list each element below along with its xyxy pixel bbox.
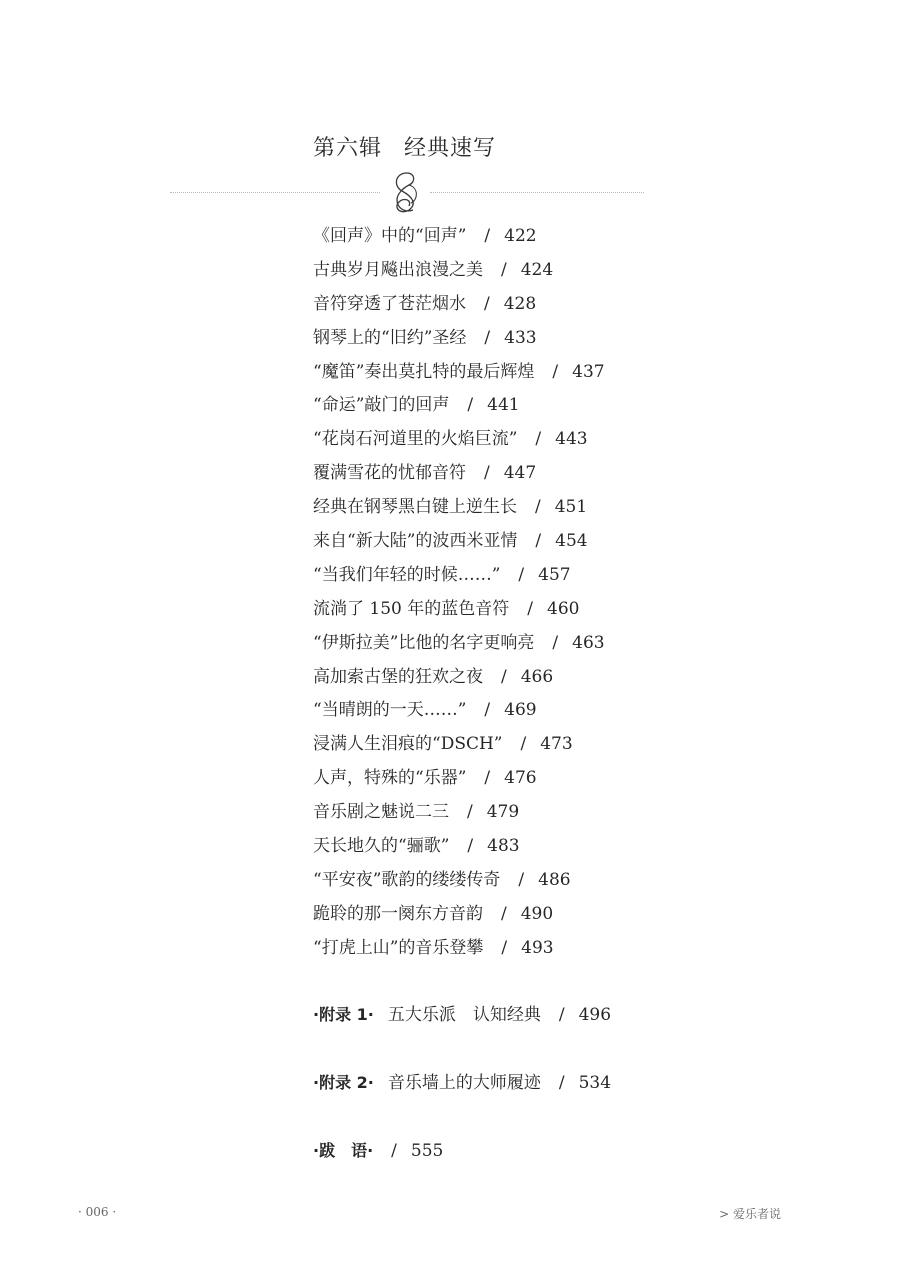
toc-entry-page: 493 (521, 937, 554, 958)
toc-entry (313, 934, 605, 968)
separator: / (518, 564, 525, 585)
toc-entry-title: 人声，特殊的“乐器” (313, 768, 467, 789)
toc-entry (313, 696, 605, 730)
running-footer-title: > 爱乐者说 (719, 1207, 781, 1221)
toc-entry-title: 覆满雪花的忧郁音符 (313, 463, 466, 484)
toc-entry-title: 钢琴上的“旧约”圣经 (313, 327, 467, 348)
toc-entry (313, 290, 605, 324)
section-heading: 第六辑 (313, 136, 383, 161)
appendix-label: ·附录 2· (313, 1073, 374, 1092)
toc-entry-title: “花岗石河道里的火焰巨流” (313, 429, 518, 450)
appendix-page: 496 (578, 1005, 612, 1025)
toc-entry (313, 798, 605, 832)
toc-entry-title: 浸满人生泪痕的“DSCH” (313, 734, 503, 755)
toc-entry-page: 454 (555, 531, 588, 552)
page-number: · 006 · (78, 1205, 117, 1219)
separator: / (484, 768, 491, 789)
toc-entry (313, 459, 605, 493)
toc-entry (313, 222, 605, 256)
separator: / (552, 632, 559, 653)
toc-entry-page: 463 (572, 632, 605, 653)
toc-entry-title: 经典在钢琴黑白键上逆生长 (313, 497, 517, 518)
toc-entry-page: 422 (504, 226, 537, 246)
toc-entry-title: “伊斯拉美”比他的名字更响亮 (313, 632, 535, 653)
toc-entry-page: 424 (520, 259, 554, 280)
toc-entry-title: “平安夜”歌韵的缕缕传奇 (313, 869, 501, 890)
toc-entry-title: “命运”敲门的回声 (313, 395, 450, 416)
toc-entry-page: 490 (520, 903, 554, 924)
toc-entry-title: 天长地久的“骊歌” (313, 836, 450, 857)
toc-entry-page: 476 (504, 768, 537, 789)
left-dotted-divider (170, 192, 380, 193)
toc-entry (313, 561, 605, 595)
separator: / (527, 598, 533, 619)
table-of-contents (313, 222, 605, 968)
separator: / (501, 666, 507, 687)
toc-entry-page: 451 (554, 497, 588, 518)
toc-entry-page: 486 (538, 869, 571, 890)
toc-entry-page: 479 (486, 802, 520, 823)
separator: / (484, 293, 490, 314)
toc-entry (313, 358, 605, 392)
appendix-page: 534 (578, 1073, 612, 1093)
toc-entry (313, 629, 605, 663)
toc-entry (313, 425, 605, 459)
appendix-title: 音乐墙上的大师履迹 (387, 1073, 541, 1093)
toc-entry (313, 324, 605, 358)
separator: / (535, 497, 541, 518)
toc-entry-title: “魔笛”奏出莫扎特的最后辉煌 (313, 361, 535, 382)
toc-entry (313, 866, 605, 900)
toc-entry (313, 595, 605, 629)
toc-entry-page: 473 (540, 734, 573, 755)
toc-entry-title: 高加索古堡的狂欢之夜 (313, 666, 483, 687)
toc-entry (313, 900, 605, 934)
toc-entry (313, 663, 605, 697)
appendix-entry-1 (313, 1002, 611, 1028)
toc-entry (313, 493, 605, 527)
toc-entry-page: 460 (547, 598, 580, 619)
section-name: 经典速写 (404, 136, 497, 161)
separator: / (467, 836, 474, 857)
toc-entry-title: 《回声》中的“回声” (313, 226, 467, 246)
toc-entry-page: 457 (538, 564, 571, 585)
toc-entry-title: 音符穿透了苍茫烟水 (313, 293, 466, 314)
appendix-title: 五大乐派 认知经典 (387, 1005, 541, 1025)
toc-entry-title: “当晴朗的一天……” (313, 700, 467, 721)
toc-entry-title: 音乐剧之魅说二三 (313, 802, 449, 823)
toc-entry-title: “打虎上山”的音乐登攀 (313, 937, 484, 958)
toc-entry-page: 466 (520, 666, 554, 687)
toc-entry-page: 437 (572, 361, 605, 382)
right-dotted-divider (430, 192, 644, 193)
treble-clef-flourish-icon (385, 170, 425, 216)
separator: / (391, 1141, 397, 1161)
separator: / (484, 226, 491, 246)
toc-entry-page: 441 (487, 395, 520, 416)
separator: / (484, 700, 491, 721)
afterword-label: ·跋 语· (313, 1141, 374, 1160)
toc-entry (313, 730, 605, 764)
separator: / (535, 531, 542, 552)
separator: / (467, 395, 474, 416)
separator: / (484, 463, 490, 484)
toc-entry-title: 流淌了 150 年的蓝色音符 (313, 598, 510, 619)
toc-entry (313, 391, 605, 425)
separator: / (501, 903, 507, 924)
appendix-label: ·附录 1· (313, 1005, 374, 1024)
separator: / (552, 361, 559, 382)
toc-entry-page: 483 (487, 836, 520, 857)
toc-entry-page: 428 (503, 293, 537, 314)
toc-entry-title: 跪聆的那一阕东方音韵 (313, 903, 483, 924)
separator: / (501, 259, 507, 280)
toc-entry (313, 527, 605, 561)
separator: / (558, 1005, 565, 1025)
toc-entry-page: 447 (503, 463, 537, 484)
separator: / (518, 869, 525, 890)
toc-entry (313, 256, 605, 290)
toc-entry-page: 433 (504, 327, 537, 348)
toc-entry (313, 764, 605, 798)
toc-entry-title: 古典岁月飚出浪漫之美 (313, 259, 483, 280)
afterword-page: 555 (410, 1141, 444, 1161)
separator: / (520, 734, 527, 755)
separator: / (535, 429, 542, 450)
toc-entry-page: 443 (555, 429, 588, 450)
toc-entry-title: “当我们年轻的时候……” (313, 564, 501, 585)
separator: / (558, 1073, 565, 1093)
appendix-entry-2 (313, 1070, 611, 1096)
toc-entry-page: 469 (504, 700, 537, 721)
separator: / (484, 327, 491, 348)
toc-entry (313, 832, 605, 866)
toc-entry-title: 来自“新大陆”的波西米亚情 (313, 531, 518, 552)
separator: / (467, 802, 473, 823)
section-title (313, 131, 496, 162)
separator: / (501, 937, 508, 958)
afterword-entry (313, 1138, 443, 1164)
